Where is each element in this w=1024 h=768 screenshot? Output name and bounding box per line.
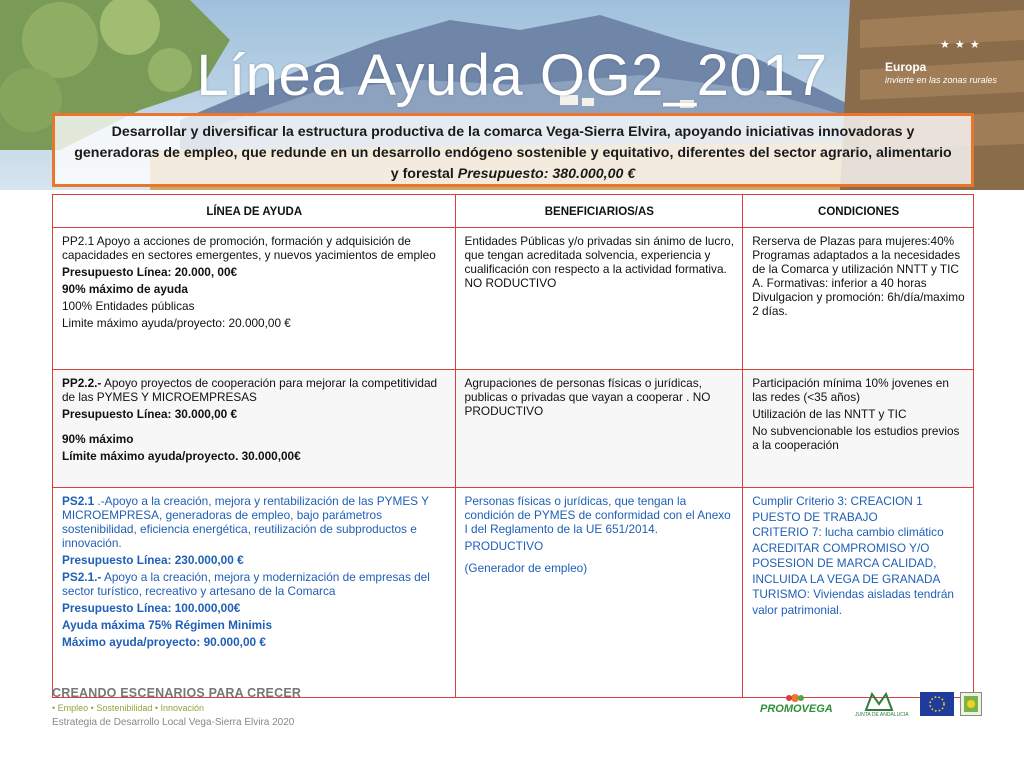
cell-beneficiarios: [455, 370, 743, 488]
europa-logo: [885, 38, 1015, 88]
linea-public-entities: 100% Entidades públicas: [62, 299, 195, 313]
cell-beneficiarios: [455, 228, 743, 370]
leader-logo-icon: [960, 692, 982, 716]
cell-beneficiarios: [455, 488, 743, 698]
header-linea: LÍNEA DE AYUDA: [53, 195, 456, 228]
beneficiarios-text: Personas físicas o jurídicas, que tengan la condición de PYMES de conformidad con el Anexo I del Reglamento de la UE 651/2014.: [464, 494, 731, 536]
linea-max-aid: 90% máximo: [62, 432, 134, 446]
summary-text: Desarrollar y diversificar la estructura productiva de la comarca Vega-Sierra Elvira, apoyando iniciativas innovadoras y generadoras de empleo, que redunde en un desarrollo endógeno sostenible y equitativo, diferentes del sector agrario, alimentario y forestal: [74, 124, 952, 182]
page-title: Línea Ayuda OG2_2017: [196, 43, 828, 108]
linea-limit: Limite máximo ayuda/proyecto: 20.000,00 €: [62, 316, 291, 330]
linea-code: PS2.1: [62, 494, 95, 508]
footer-title: CREANDO ESCENARIOS PARA CRECER: [52, 686, 302, 700]
eu-logo-subtitle: invierte en las zonas rurales: [885, 75, 998, 85]
junta-andalucia-logo: [855, 690, 909, 726]
linea-code-2: PS2.1.-: [62, 570, 102, 584]
linea-budget: Presupuesto Línea: 30.000,00 €: [62, 407, 238, 421]
linea-description: PP2.1 Apoyo a acciones de promoción, formación y adquisición de capacidades en sectores emergentes, y nuevos yacimientos de empleo: [62, 234, 436, 262]
promovega-name: PROMOVEGA: [760, 703, 833, 715]
linea-max-project: Máximo ayuda/proyecto: 90.000,00 €: [62, 635, 266, 649]
cell-condiciones: [743, 370, 974, 488]
linea-code: PP2.2.-: [62, 376, 102, 390]
aid-lines-table: [52, 194, 974, 698]
linea-limit: Límite máximo ayuda/proyecto. 30.000,00€: [62, 449, 301, 463]
linea-description-2: [62, 570, 447, 598]
table-row: [53, 488, 974, 698]
eu-stars-icon: ★ ★ ★: [940, 39, 981, 51]
leader-emblem-icon: [961, 693, 981, 715]
linea-max-aid: 90% máximo de ayuda: [62, 282, 188, 296]
beneficiarios-text: Entidades Públicas y/o privadas sin ánimo de lucro, que tengan acreditada solvencia, experiencia y cualificación con respecto a la actividad formativa. NO RODUCTIVO: [464, 234, 735, 290]
footer-tags: • Empleo • Sostenibilidad • Innovación: [52, 703, 205, 713]
condiciones-text: Rerserva de Plazas para mujeres:40% Programas adaptados a la necesidades de la Comarca y utilización NNTT y TIC A. Formativas: inferior a 40 horas Divulgacion y promoción: 6h/día/maximo 2 días.: [752, 234, 965, 318]
linea-text-2: Apoyo a la creación, mejora y modernización de empresas del sector turístico, recreativo y artesano de la Comarca: [62, 570, 430, 598]
summary-box: [52, 113, 974, 187]
linea-budget: Presupuesto Línea: 20.000, 00€: [62, 265, 238, 279]
condiciones-studies: No subvencionable los estudios previos a la cooperación: [752, 424, 960, 452]
cell-condiciones: [743, 228, 974, 370]
junta-emblem-icon: [862, 690, 896, 712]
linea-description: [62, 376, 447, 404]
linea-budget-2: Presupuesto Línea: 100.000,00€: [62, 601, 241, 615]
eu-stars-circle-icon: [920, 692, 954, 716]
condiciones-youth: Participación mínima 10% jovenes en las redes (<35 años): [752, 376, 949, 404]
beneficiarios-text: Agrupaciones de personas físicas o jurídicas, publicas o privadas que vayan a cooperar . NO PRODUCTIVO: [464, 376, 711, 418]
header-beneficiarios: BENEFICIARIOS/AS: [455, 195, 743, 228]
footer-branding: [52, 686, 352, 728]
table-row: [53, 228, 974, 370]
junta-name: JUNTA DE ANDALUCIA: [855, 712, 909, 718]
beneficiarios-generador: (Generador de empleo): [464, 561, 588, 575]
eu-logo-word: Europa: [885, 60, 927, 74]
table-row: [53, 370, 974, 488]
cell-condiciones: [743, 488, 974, 698]
cell-linea: [53, 488, 456, 698]
eu-flag-icon: [920, 692, 954, 716]
cell-linea: [53, 228, 456, 370]
linea-description: [62, 494, 447, 550]
header-condiciones: CONDICIONES: [743, 195, 974, 228]
footer-strategy: Estrategia de Desarrollo Local Vega-Sierra Elvira 2020: [52, 717, 295, 728]
beneficiarios-productivo: PRODUCTIVO: [464, 539, 544, 553]
cell-linea: [53, 370, 456, 488]
condiciones-nntt: Utilización de las NNTT y TIC: [752, 407, 907, 421]
linea-text: Apoyo proyectos de cooperación para mejorar la competitividad de las PYMES Y MICROEMPRESAS: [62, 376, 438, 404]
promovega-logo: [760, 690, 833, 726]
condiciones-text: Cumplir Criterio 3: CREACION 1 PUESTO DE TRABAJO CRITERIO 7: lucha cambio climático ACREDITAR COMPROMISO Y/O POSESION DE MARCA CALIDAD, INCLUIDA LA VEGA DE GRANADA TURISMO: Viviendas aisladas tendrán valor patrimonial.: [752, 494, 954, 617]
linea-max-aid: Ayuda máxima 75% Régimen Minimis: [62, 618, 273, 632]
table-header-row: [53, 195, 974, 228]
linea-text: .-Apoyo a la creación, mejora y rentabilización de las PYMES Y MICROEMPRESA, generadoras de empleo, bajo parámetros sostenibilidad, eficiencia energética, reutilización de subproductos e innovación.: [62, 494, 429, 550]
summary-budget: Presupuesto: 380.000,00 €: [457, 166, 636, 182]
linea-budget: Presupuesto Línea: 230.000,00 €: [62, 553, 244, 567]
